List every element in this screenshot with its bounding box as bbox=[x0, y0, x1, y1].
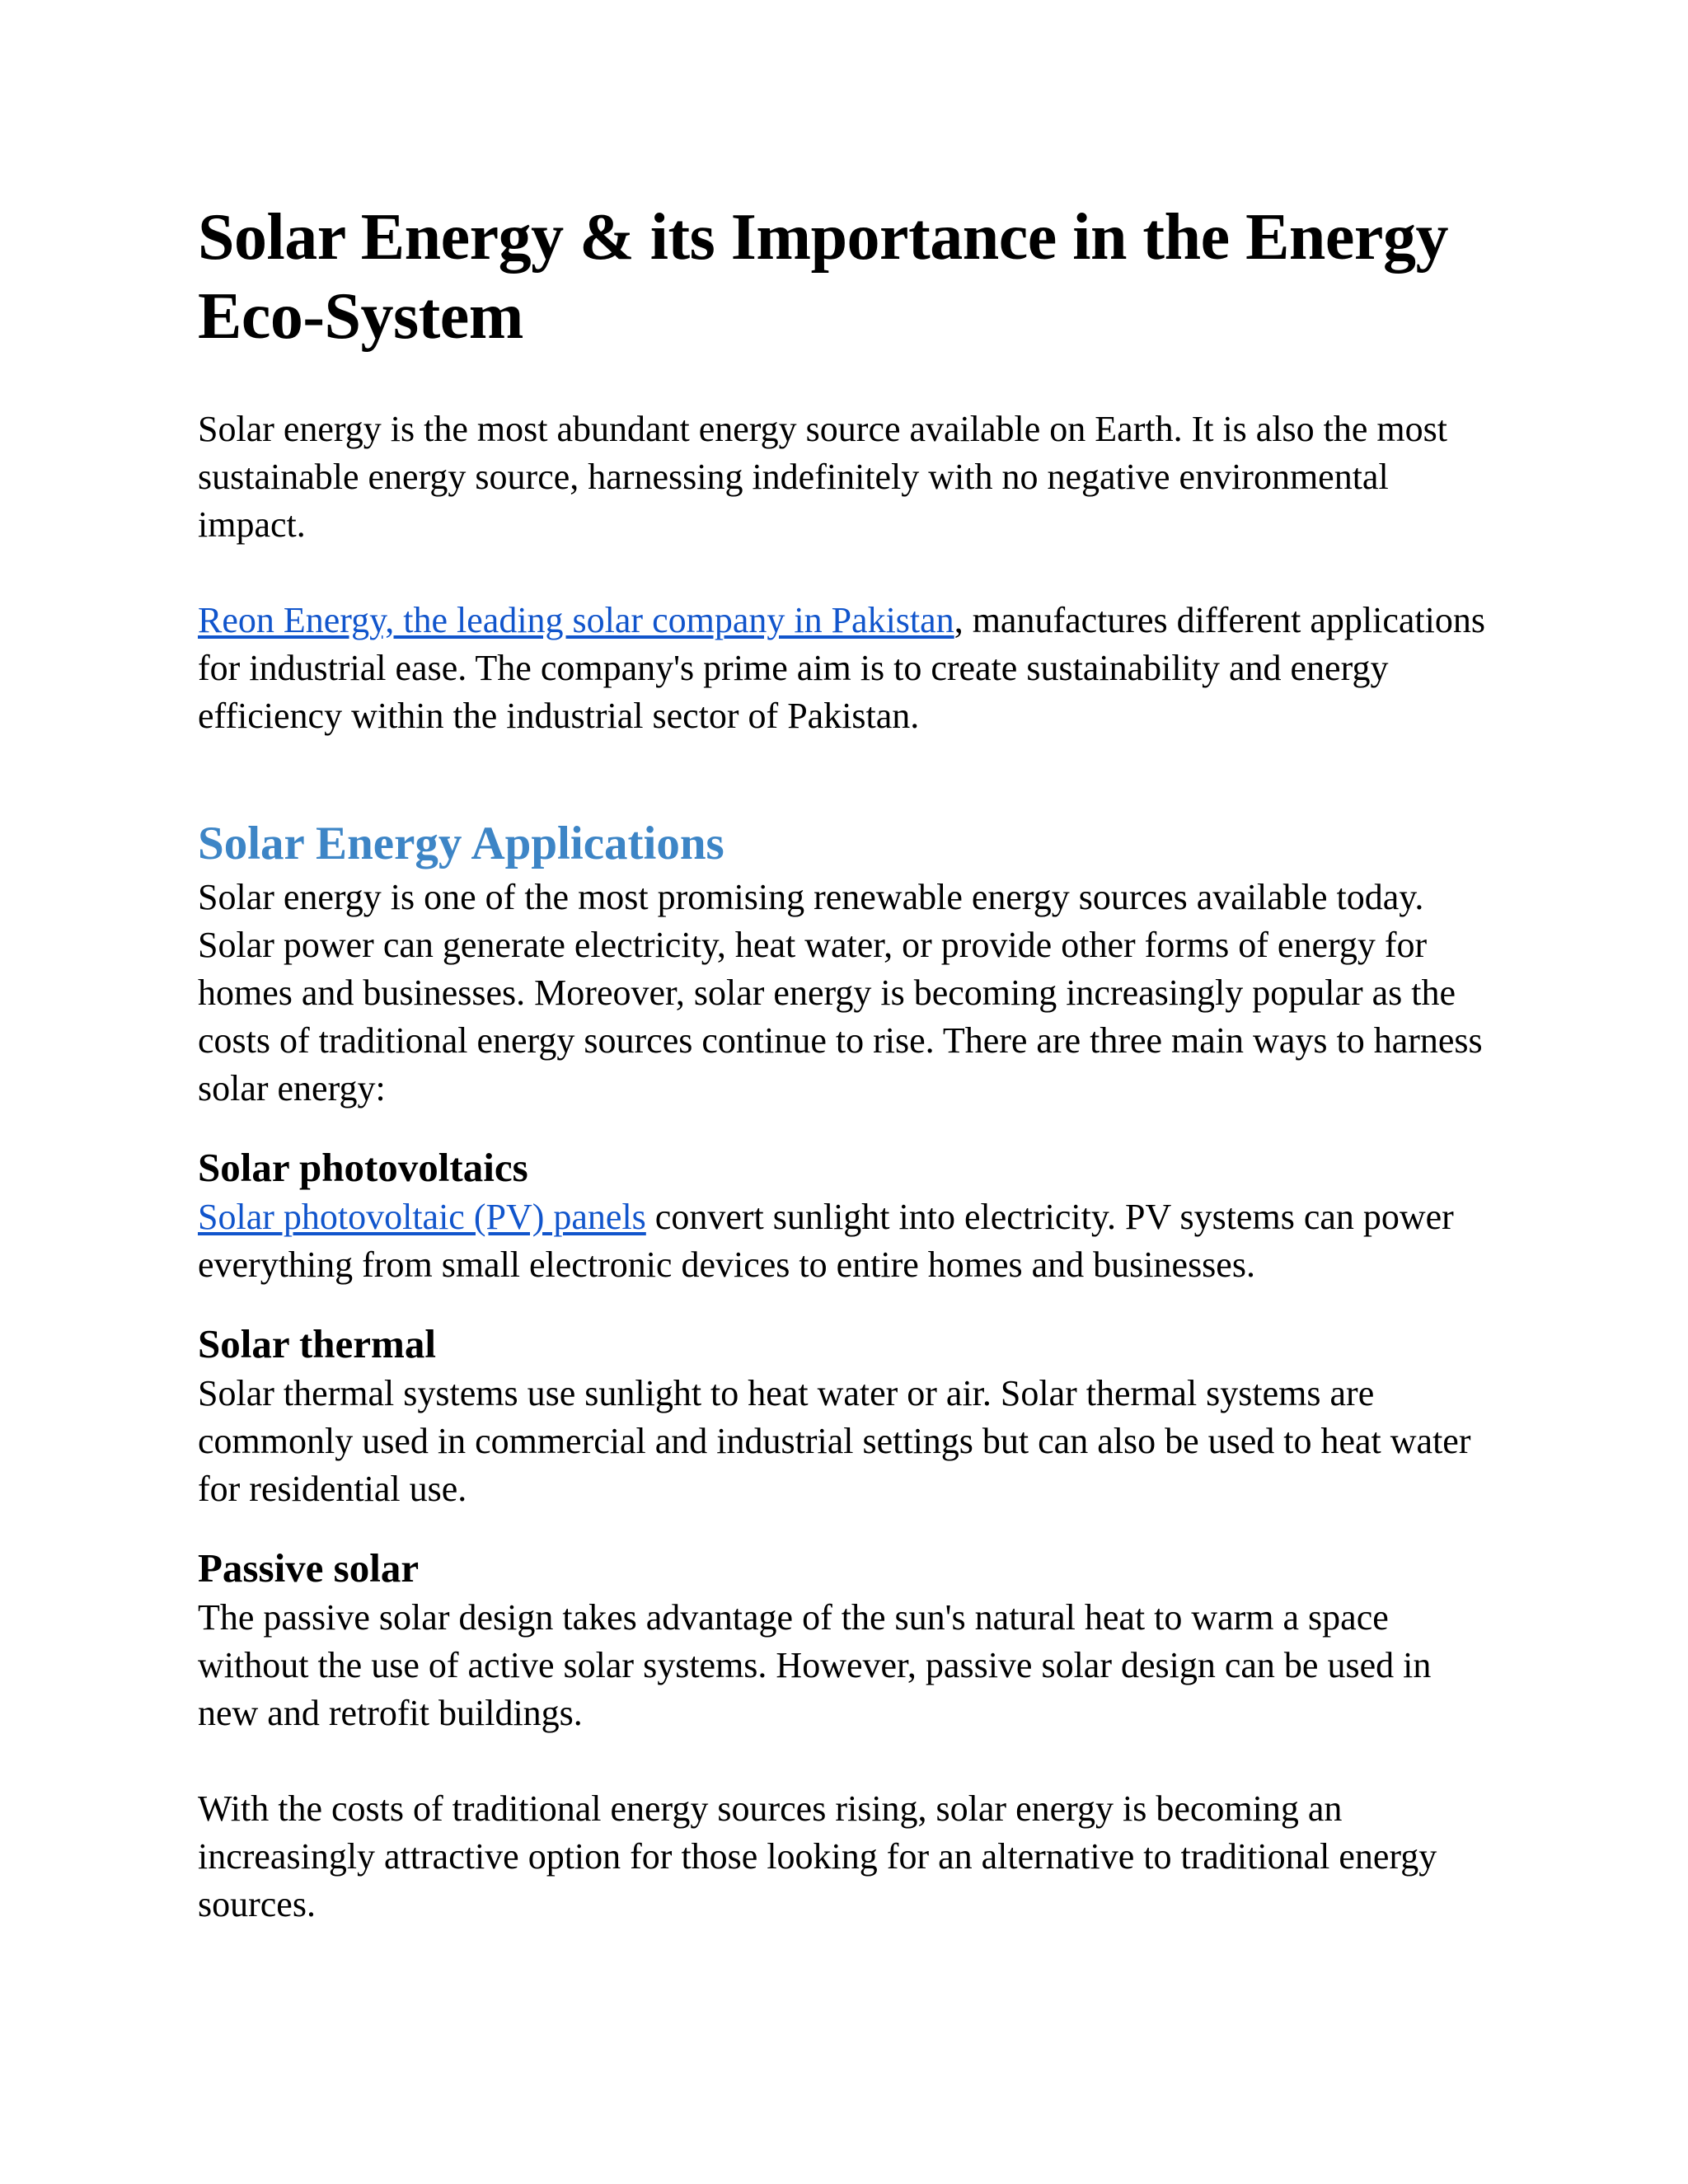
document-page bbox=[198, 198, 1500, 1929]
reon-energy-link[interactable]: Reon Energy, the leading solar company in Pakistan bbox=[198, 600, 954, 640]
passive-heading: Passive solar bbox=[198, 1545, 420, 1591]
pv-paragraph bbox=[198, 1193, 1500, 1289]
thermal-heading: Solar thermal bbox=[198, 1321, 436, 1366]
applications-heading: Solar Energy Applications bbox=[198, 818, 724, 869]
closing-paragraph: With the costs of traditional energy sources rising, solar energy is becoming an increasingly attractive option for those looking for an alternative to traditional energy sources. bbox=[198, 1788, 1437, 1924]
applications-paragraph: Solar energy is one of the most promising renewable energy sources available today. Solar power can generate electricity, heat water, or provide other forms of energy for homes and businesses. Moreover, solar energy is becoming increasingly popular as the costs of traditional energy sources continue to rise. There are three main ways to harness solar energy: bbox=[198, 877, 1483, 1108]
pv-heading: Solar photovoltaics bbox=[198, 1145, 528, 1190]
thermal-section bbox=[198, 1319, 1500, 1513]
page-title: Solar Energy & its Importance in the Energy Eco-System bbox=[198, 201, 1448, 353]
reon-paragraph bbox=[198, 597, 1500, 740]
reon-paragraph-text: , manufactures different applications for industrial ease. The company's prime aim is to create sustainability and energy efficiency within the industrial sector of Pakistan. bbox=[198, 600, 1485, 736]
pv-panels-link[interactable]: Solar photovoltaic (PV) panels bbox=[198, 1197, 646, 1237]
pv-paragraph-text: convert sunlight into electricity. PV systems can power everything from small electronic devices to entire homes and businesses. bbox=[198, 1197, 1454, 1285]
thermal-paragraph: Solar thermal systems use sunlight to heat water or air. Solar thermal systems are commonly used in commercial and industrial settings but can also be used to heat water for residential use. bbox=[198, 1373, 1471, 1509]
passive-section bbox=[198, 1543, 1500, 1737]
passive-paragraph: The passive solar design takes advantage of the sun's natural heat to warm a space without the use of active solar systems. However, passive solar design can be used in new and retrofit buildings. bbox=[198, 1597, 1432, 1733]
pv-section bbox=[198, 1142, 1500, 1289]
intro-paragraph: Solar energy is the most abundant energy source available on Earth. It is also the most sustainable energy source, harnessing indefinitely with no negative environmental impact. bbox=[198, 409, 1448, 545]
